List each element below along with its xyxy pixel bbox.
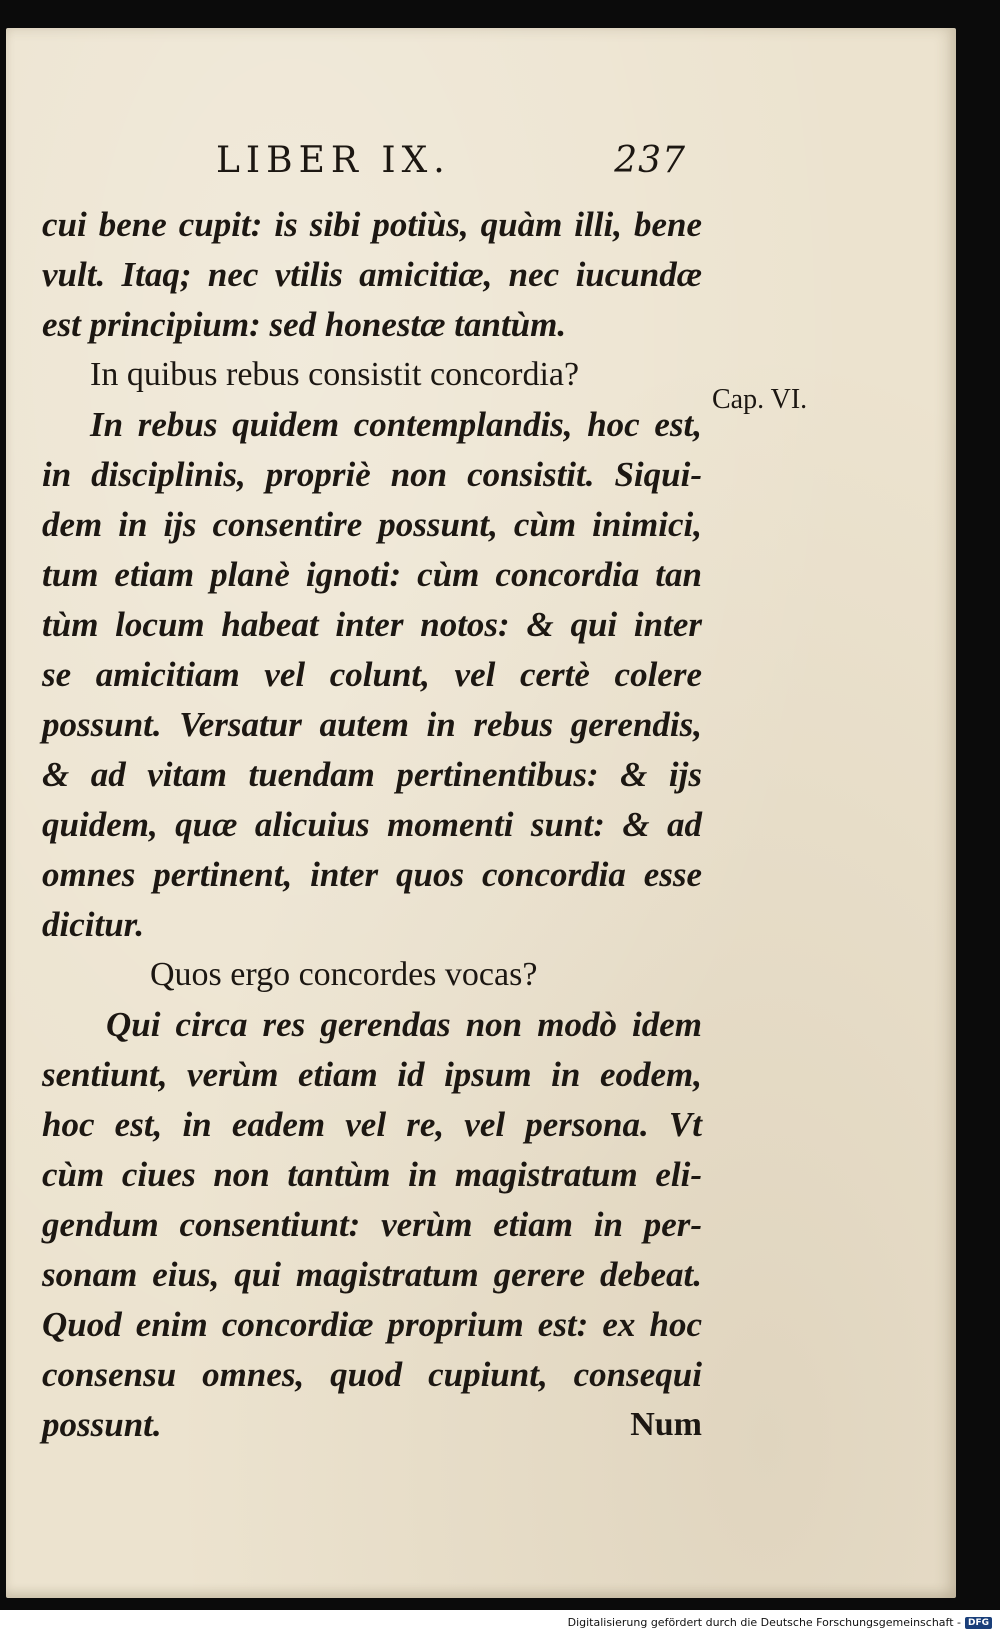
body-text xyxy=(42,200,702,1450)
running-head-title: LIBER IX. xyxy=(216,140,451,181)
text-line: sonam eius, qui magistratum gerere debeat. xyxy=(42,1255,702,1294)
text-line: consensu omnes, quod cupiunt, consequi xyxy=(42,1355,702,1394)
text-line: dicitur. xyxy=(42,905,145,944)
running-head xyxy=(216,140,686,181)
digitization-credit xyxy=(568,1616,992,1629)
page-number: 237 xyxy=(614,140,686,181)
last-line xyxy=(42,1400,702,1450)
text-line: cùm ciues non tantùm in magistratum eli- xyxy=(42,1155,702,1194)
text-line: est principium: sed honestæ tantùm. xyxy=(42,305,567,344)
text-line: in disciplinis, propriè non consistit. Siqui- xyxy=(42,455,702,494)
text-line: Qui circa res gerendas non modò idem xyxy=(106,1005,702,1044)
text-line: possunt. Versatur autem in rebus gerendis, xyxy=(42,705,702,744)
text-line: In rebus quidem contemplandis, hoc est, xyxy=(90,405,702,444)
text-line: vult. Itaq; nec vtilis amicitiæ, nec iucundæ xyxy=(42,255,702,294)
question-heading: Quos ergo concordes vocas? xyxy=(150,956,538,993)
dfg-logo: DFG xyxy=(965,1617,992,1629)
text-line: hoc est, in eadem vel re, vel persona. Vt xyxy=(42,1105,702,1144)
text-line: cui bene cupit: is sibi potiùs, quàm illi, bene xyxy=(42,205,702,244)
credit-text: Digitalisierung gefördert durch die Deutsche Forschungsgemeinschaft - xyxy=(567,1616,961,1629)
text-line: se amicitiam vel colunt, vel certè colere xyxy=(42,655,702,694)
text-line: gendum consentiunt: verùm etiam in per- xyxy=(42,1205,702,1244)
text-line: tùm locum habeat inter notos: & qui inter xyxy=(42,605,702,644)
text-line: dem in ijs consentire possunt, cùm inimici, xyxy=(42,505,702,544)
text-line: tum etiam planè ignoti: cùm concordia tan xyxy=(42,555,702,594)
text-line: Quod enim concordiæ proprium est: ex hoc xyxy=(42,1305,702,1344)
catchword: Num xyxy=(630,1406,702,1443)
text-line: sentiunt, verùm etiam id ipsum in eodem, xyxy=(42,1055,702,1094)
text-line: & ad vitam tuendam pertinentibus: & ijs xyxy=(42,755,702,794)
text-line: quidem, quæ alicuius momenti sunt: & ad xyxy=(42,805,702,844)
question-heading: In quibus rebus consistit concordia? xyxy=(90,356,580,393)
margin-note-chapter: Cap. VI. xyxy=(712,384,808,415)
text-line: omnes pertinent, inter quos concordia esse xyxy=(42,855,702,894)
book-page xyxy=(6,28,956,1598)
text-line: possunt. xyxy=(42,1405,162,1444)
